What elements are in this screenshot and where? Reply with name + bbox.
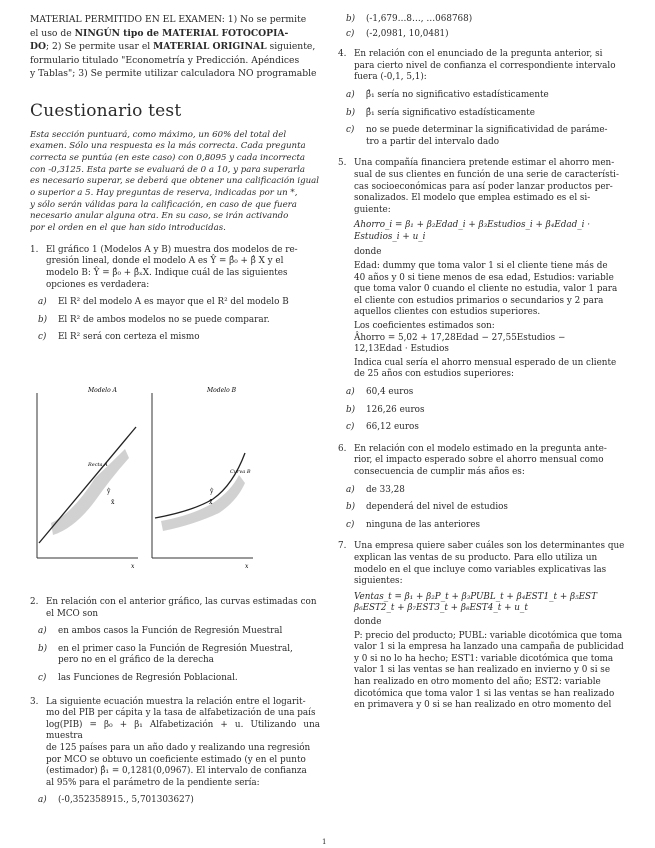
section-title: Cuestionario test (30, 100, 182, 121)
option-a[interactable]: a) en ambos casos la Función de Regresión Muestral (38, 626, 283, 637)
option-b[interactable]: b) (-1,679…8…, …068768) (346, 14, 473, 24)
exam-rules-header (30, 13, 320, 81)
header-line: el uso de NINGÚN tipo de MATERIAL FOTOCOPIA- (30, 27, 289, 39)
option-a[interactable]: a) 60,4 euros (346, 387, 414, 398)
header-line: formulario titulado "Econometría y Predicción. Apéndices (30, 54, 300, 66)
chart-b-fit-curve (155, 453, 245, 518)
question-4: 4. En relación con el enunciado de la pregunta anterior, si para cierto nivel de confianza el correspondiente intervalo fuera (-0,1, 5,1): a) β̂₁ sería no significativo estadísticamente b) β̂₁ sería significativo estadísticamente c) no se puede determinar la significatividad de paráme- tro a partir del intervalo dado (338, 49, 630, 148)
question-1: 1. El gráfico 1 (Modelos A y B) muestra dos modelos de re- gresión lineal, donde el modelo A es Ŷ = β̂₀ + β̂ X y el modelo B: Ŷ = β̂₀ + β̂ₓX. Indique cuál de las siguientes opciones es verdadera: a) El R² del modelo A es mayor que el R² del modelo B b) El R² de ambos modelos no se puede comparar. c) El R² será con certeza el mismo (30, 245, 320, 344)
option-b[interactable]: b) El R² de ambos modelos no se puede comparar. (38, 314, 270, 325)
coef-intro: Los coeficientes estimados son: (354, 321, 495, 332)
option-c[interactable]: c) ninguna de las anteriores (346, 519, 481, 530)
option-a[interactable]: a) de 33,28 (346, 484, 405, 495)
option-c[interactable]: c) no se puede determinar la significatividad de paráme- tro a partir del intervalo dado (346, 125, 608, 147)
model-equation: Ventas_t = β₁ + β₂P_t + β₃PUBL_t + β₄EST1_t + β₅EST β₆EST2_t + β₇EST3_t + β₈EST4_t + u_t (354, 591, 597, 614)
estimated-equation: Âhorro = 5,02 + 17,28Edad − 27,55Estudios − 12,13Edad · Estudios (354, 332, 566, 355)
option-c[interactable]: c) 66,12 euros (346, 422, 419, 433)
chart-b-yhat-label: ŷ (210, 488, 214, 495)
option-b[interactable]: b) β̂₁ sería significativo estadísticamente (346, 107, 536, 118)
right-column (338, 14, 630, 712)
option-a[interactable]: a) (-0,352358915., 5,701303627) (38, 795, 194, 806)
chart-a-yhat-label: ŷ (107, 488, 111, 495)
chart-a-title: Modelo A (88, 387, 117, 394)
option-b[interactable]: b) en el primer caso la Función de Regresión Muestral, pero no en el gráfico de la derecha (38, 643, 293, 666)
variable-definitions: Edad: dummy que toma valor 1 si el cliente tiene más de 40 años y 0 si tiene menos de esa edad, Estudios: variable que toma valor 0 cuando el cliente no estudia, valor 1 para el cliente con estudios primarios o secundarios y 2 para aquellos clientes con estudios superiores. (354, 261, 618, 318)
instructions: Esta sección puntuará, como máximo, un 60% del total del examen. Sólo una respuesta es la más correcta. Cada pregunta correcta se puntúa (en este caso) con 0,8095 y cada incorrecta con -0,3125. Esta parte se evaluará de 0 a 10, y para superarla es necesario superar, se deberá que obtener una calificación igual o superior a 5. Hay preguntas de reserva, indicadas por un *, y sólo serán válidas para la calificación, en caso de que fuera necesario anular alguna otra. En su caso, se irán activando por el orden en el que han sido introducidas. (30, 129, 320, 234)
chart-b-title: Modelo B (207, 387, 236, 394)
option-a[interactable]: a) El R² del modelo A es mayor que el R² del modelo B (38, 297, 289, 308)
question-6: 6. En relación con el modelo estimado en la pregunta ante- rior, el impacto esperado sobre el ahorro mensual como consecuencia de cumplir más años es: a) de 33,28 b) dependerá del nivel de estudios c) ninguna de las anteriores (338, 444, 630, 532)
chart-a-fit-line (39, 427, 136, 543)
variable-definitions: P: precio del producto; PUBL: variable dicotómica que toma valor 1 si la empresa ha lanzado una campaña de publicidad y 0 si no lo ha hecho; EST1: variable dicotómica que toma valor 1 si las ventas se han realizado en invierno y 0 si se han realizado en otro momento del año; EST2: variable dicotómica que toma valor 1 si las ventas se han realizado en primavera y 0 si se han realizado en otro momento del (354, 630, 624, 711)
chart-a-fit-label: Recta A (88, 462, 108, 468)
left-column-lower (30, 597, 320, 807)
chart-a-xbar-label: x̄ (111, 499, 115, 506)
option-b[interactable]: b) dependerá del nivel de estudios (346, 502, 508, 513)
model-equation: Ahorro_i = β₁ + β₂Edad_i + β₃Estudios_i + β₄Edad_i · Estudios_i + u_i (354, 220, 591, 242)
question-7: 7. Una empresa quiere saber cuáles son los determinantes que explican las ventas de su producto. Para ello utiliza un modelo en el que incluye como variables explicativas las siguientes: Ventas_t = β₁ + β₂P_t + β₃PUBL_t + β₄EST1_t + β₅EST β₆EST2_t + β₇EST3_t + β₈EST4_t + u_t donde P: precio del producto; PUBL: variable dicotómica que toma valor 1 si la empresa ha lanzado una campaña de publicidad y 0 si no lo ha hecho; EST1: variable dicotómica que toma valor 1 si las ventas se han realizado en invierno y 0 si se han realizado en otro momento del año; EST2: variable dicotómica que toma valor 1 si las ventas se han realizado en primavera y 0 si se han realizado en otro momento del (338, 541, 630, 711)
question-2: 2. En relación con el anterior gráfico, las curvas estimadas con el MCO son a) en ambos casos la Función de Regresión Muestral b) en el primer caso la Función de Regresión Muestral, pero no en el gráfico de la derecha c) las Funciones de Regresión Poblacional. (30, 597, 320, 685)
question-prompt: Indica cual sería el ahorro mensual esperado de un cliente de 25 años con estudios superiores: (354, 357, 617, 380)
option-a[interactable]: a) β̂₁ sería no significativo estadísticamente (346, 89, 549, 100)
chart-b-fit-label: Curva B (230, 469, 251, 475)
donde-label: donde (354, 246, 382, 257)
left-column (30, 0, 320, 344)
option-c[interactable]: c) (-2,0981, 10,0481) (346, 28, 449, 39)
header-line: MATERIAL PERMITIDO EN EL EXAMEN: 1) No se permite (30, 14, 307, 25)
chart-a-xlabel: x (131, 563, 135, 570)
header-line: DO; 2) Se permite usar el MATERIAL ORIGINAL siguiente, (30, 41, 316, 52)
option-c[interactable]: c) El R² será con certeza el mismo (38, 332, 200, 343)
chart-b-xlabel: x (245, 563, 249, 570)
chart-modelo-b (152, 387, 253, 570)
donde-label: donde (354, 616, 382, 627)
question-3: 3. La siguiente ecuación muestra la relación entre el logarit- mo del PIB per cápita y la tasa de alfabetización de una país log(PIB) = β₀ + β₁ Alfabetización + u. Utilizando una muestra de 125 países para un año dado y realizando una regresión por MCO se obtuvo un coeficiente estimado (y en el punto (estimador) β̂₁ = 0,1281(0,0967). El intervalo de confianza al 95% para el parámetro de la pendiente sería: a) (-0,352358915., 5,701303627) (30, 696, 320, 806)
chart-b-scatter-cloud (161, 475, 245, 531)
chart-modelo-a (37, 387, 138, 570)
question-5: 5. Una compañía financiera pretende estimar el ahorro men- sual de sus clientes en función de una serie de característi- cas socioeconómicas para así poder lanzar productos per- sonalizados. El modelo que emplea estimado es el si- guiente: Ahorro_i = β₁ + β₂Edad_i + β₃Estudios_i + β₄Edad_i · Estudios_i + u_i donde Edad: dummy que toma valor 1 si el cliente tiene más de 40 años y 0 si tiene menos de esa edad, Estudios: variable que toma valor 0 cuando el cliente no estudia, valor 1 para el cliente con estudios primarios o secundarios y 2 para aquellos clientes con estudios superiores. Los coeficientes estimados son: Âhorro = 5,02 + 17,28Edad − 27,55Estudios − 12,13Edad · Estudios Indica cual sería el ahorro mensual esperado de un cliente de 25 años con estudios superiores: a) 60,4 euros b) 126,26 euros c) 66,12 euros (338, 158, 630, 433)
regression-charts (33, 383, 253, 581)
chart-b-xbar-label: x̄ (209, 499, 213, 506)
option-c[interactable]: c) las Funciones de Regresión Poblacional. (38, 672, 238, 683)
header-line: y Tablas"; 3) Se permite utilizar calculadora NO programable (30, 68, 317, 79)
option-b[interactable]: b) 126,26 euros (346, 404, 425, 415)
page-number: 1 (322, 838, 327, 846)
